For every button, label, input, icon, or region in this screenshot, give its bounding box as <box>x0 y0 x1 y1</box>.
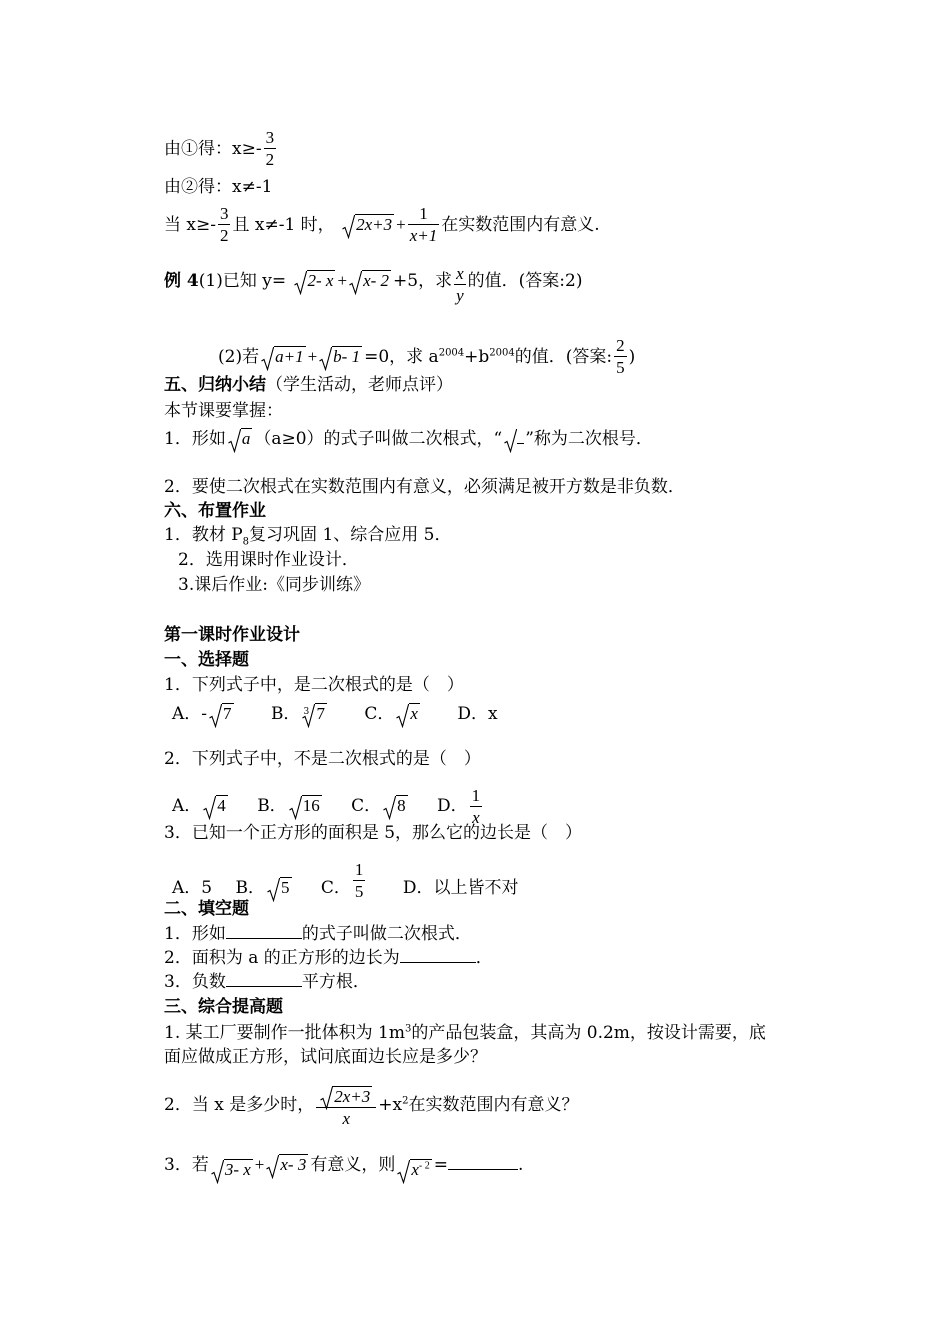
radicand: x- 3 <box>280 1155 307 1174</box>
comprehensive-question-3 <box>164 1153 524 1179</box>
summary-intro: 本节课要掌握： <box>164 401 283 421</box>
plus-sign: + <box>307 347 318 366</box>
fraction <box>408 204 440 247</box>
fraction-denominator: y <box>456 286 464 305</box>
option-c: C． <box>351 796 382 816</box>
text: （a≥0）的式子叫做二次根式，“ <box>254 429 503 449</box>
fraction-denominator: 5 <box>354 882 364 901</box>
radical-expression <box>261 346 305 368</box>
option-a: A． <box>172 796 202 816</box>
radicand <box>410 1159 431 1180</box>
fraction-numerator: 1 <box>419 204 428 223</box>
text: 且 x≠-1 时， <box>232 215 335 235</box>
derivation-line-3 <box>164 204 600 247</box>
text: 在实数范围内有意义. <box>441 215 600 235</box>
heading-note: （学生活动，老师点评） <box>266 375 453 395</box>
fill-question-2 <box>164 946 493 969</box>
radical-sign-icon <box>294 271 307 295</box>
radical-sign-icon <box>320 1086 333 1110</box>
text: 的式子叫做二次根式． <box>301 924 472 944</box>
option-b: B． <box>270 704 301 724</box>
choice-question-1: 1．下列式子中，是二次根式的是（ ） <box>164 675 464 695</box>
exponent: 2004 <box>438 347 465 359</box>
text: 平方根． <box>301 972 370 992</box>
text: 在实数范围内有意义？ <box>408 1095 579 1115</box>
exponent: 2004 <box>489 347 515 359</box>
radical-expression <box>294 270 336 292</box>
radical-expression <box>397 1159 431 1181</box>
option-d: D．x <box>457 704 498 724</box>
radical-expression <box>396 703 420 725</box>
radical-sign-icon <box>228 429 241 453</box>
radicand: 7 <box>316 704 325 723</box>
radicand: 4 <box>217 796 226 815</box>
radical-expression <box>203 795 228 817</box>
radical-sign-icon <box>397 1160 410 1184</box>
text: 的值．(答案:2) <box>467 271 583 291</box>
fraction-denominator: x+1 <box>409 226 438 245</box>
comprehensive-question-1-line-2: 面应做成正方形，试问底面边长应是多少？ <box>164 1047 487 1067</box>
radical-expression <box>383 795 408 817</box>
radical-sign-icon <box>349 271 362 295</box>
text: 的产品包装盒，其高为 0.2m，按设计需要，底 <box>411 1023 766 1043</box>
fraction-numerator: 3 <box>219 204 229 223</box>
text: (1)已知 y= <box>198 271 287 291</box>
answer-blank <box>226 970 302 987</box>
radicand: 5 <box>281 878 290 897</box>
summary-item-1 <box>164 428 653 450</box>
text: 有意义，则 <box>310 1155 396 1175</box>
radical-sign-icon <box>211 1160 224 1184</box>
fraction-denominator: x <box>470 806 483 829</box>
option-b: B． <box>257 796 287 816</box>
radical-expression <box>320 1086 372 1107</box>
choice-question-1-options <box>172 703 498 725</box>
text: 1．形如 <box>164 924 226 944</box>
fraction <box>353 860 366 903</box>
radicand: 2- x <box>307 271 334 290</box>
subscript: 8 <box>242 536 250 548</box>
exponent: 3 <box>404 1023 412 1035</box>
radical-sign-icon <box>289 796 302 820</box>
radicand: 16 <box>302 796 320 815</box>
text: ． <box>475 948 493 968</box>
section-comprehensive-heading: 三、综合提高题 <box>164 997 283 1017</box>
fraction-numerator: 2 <box>616 336 625 355</box>
radicand: 3- x <box>224 1160 251 1179</box>
radical-expression <box>289 795 322 817</box>
radicand: a+1 <box>275 347 304 366</box>
radicand: x- 2 <box>363 271 390 290</box>
plus-sign: + <box>254 1155 265 1174</box>
text: 的值．(答案: <box>514 347 613 367</box>
radical-expression <box>342 214 394 236</box>
text: +5，求 <box>393 271 453 291</box>
fraction <box>316 1086 376 1130</box>
radical-sign-icon <box>261 347 274 371</box>
fraction <box>218 204 231 247</box>
radical-sign-icon <box>504 429 517 453</box>
example-4-part-2 <box>218 336 635 379</box>
radicand: 2x+3 <box>356 215 393 234</box>
homework-item-3: 3.课后作业:《同步训练》 <box>178 575 370 595</box>
fraction <box>614 336 627 379</box>
option-d: D． <box>437 796 468 816</box>
radicand: 2x+3 <box>334 1087 371 1106</box>
comprehensive-question-1-line-1 <box>164 1022 766 1044</box>
text: 当 x≥- <box>164 215 216 235</box>
fill-question-3 <box>164 970 370 993</box>
text: . <box>518 1155 524 1175</box>
exercise-title: 第一课时作业设计 <box>164 625 300 645</box>
option-c: C． <box>364 704 395 724</box>
text: +b <box>464 347 490 367</box>
radical-expression <box>319 346 362 368</box>
text: 由①得：x≥- <box>164 139 262 159</box>
text: 2．面积为 a 的正方形的边长为 <box>164 948 400 968</box>
summary-heading <box>164 374 453 396</box>
radical-index: 3 <box>303 707 310 717</box>
fraction-numerator: 1 <box>354 860 364 879</box>
answer-blank <box>226 922 302 939</box>
homework-item-1 <box>164 524 452 546</box>
radical-sign-icon <box>267 878 280 902</box>
radical-sign-icon <box>342 215 355 239</box>
radical-expression <box>349 270 391 292</box>
fraction-numerator: x <box>456 264 464 283</box>
radical-expression <box>211 1159 253 1181</box>
radical-sign-icon <box>383 796 396 820</box>
radicand-base: x <box>411 1160 419 1179</box>
radicand: 8 <box>397 796 406 815</box>
section-heading: 五、归纳小结 <box>164 375 266 395</box>
text: 1．形如 <box>164 429 226 449</box>
radicand: 7 <box>223 704 232 723</box>
comprehensive-question-2 <box>164 1086 578 1130</box>
text: ”称为二次根号． <box>525 429 653 449</box>
answer-blank <box>448 1153 518 1170</box>
homework-item-2: 2．选用课时作业设计． <box>178 550 359 570</box>
section-choice-heading: 一、选择题 <box>164 650 249 670</box>
radical-expression <box>228 428 253 450</box>
radical-expression <box>302 703 327 725</box>
fraction-numerator: 1 <box>471 786 481 805</box>
option-b: B． <box>235 878 265 898</box>
radicand: b- 1 <box>333 347 361 366</box>
choice-question-3: 3．已知一个正方形的面积是 5，那么它的边长是（ ） <box>164 823 583 843</box>
radical-expression <box>267 877 292 899</box>
answer-blank <box>400 946 476 963</box>
text: =0，求 a <box>364 347 439 367</box>
example-label: 例 4 <box>164 271 199 291</box>
radical-sign-symbol <box>504 428 523 450</box>
exponent: - 2 <box>418 1160 430 1172</box>
text: 3．若 <box>164 1155 209 1175</box>
text: 1．教材 P <box>164 525 243 545</box>
text: +x <box>378 1095 403 1115</box>
derivation-line-1 <box>164 128 278 171</box>
fraction-denominator: 5 <box>616 358 625 377</box>
text: 3．负数 <box>164 972 226 992</box>
example-4-part-1 <box>164 264 582 307</box>
homework-heading: 六、布置作业 <box>164 501 266 521</box>
radicand: a <box>241 429 251 448</box>
radical-sign-icon <box>203 796 216 820</box>
section-fill-heading: 二、填空题 <box>164 899 249 919</box>
exponent: 2 <box>402 1095 409 1107</box>
plus-sign: + <box>396 215 406 234</box>
option-a: A．- <box>172 704 208 724</box>
fill-question-1 <box>164 922 472 945</box>
fraction <box>264 128 277 171</box>
radicand: x <box>410 704 418 723</box>
summary-item-2: 2．要使二次根式在实数范围内有意义，必须满足被开方数是非负数． <box>164 477 685 497</box>
radical-sign-icon <box>302 704 315 728</box>
option-c: C． <box>320 878 351 898</box>
choice-question-3-options <box>172 860 518 903</box>
fraction-denominator: 2 <box>265 150 275 169</box>
text: 1. 某工厂要制作一批体积为 1m <box>164 1023 405 1043</box>
text: 复习巩固 1、综合应用 5． <box>249 525 452 545</box>
fraction-numerator <box>316 1086 376 1107</box>
radical-sign-icon <box>209 704 222 728</box>
text: (2)若 <box>218 347 260 367</box>
text: ) <box>628 347 636 367</box>
radical-expression <box>266 1154 308 1176</box>
option-d: D．以上皆不对 <box>402 878 519 898</box>
radical-sign-icon <box>319 347 332 371</box>
derivation-line-2: 由②得：x≠-1 <box>164 177 273 197</box>
fraction <box>454 264 466 307</box>
text: = <box>433 1155 448 1175</box>
fraction-denominator: 2 <box>219 226 229 245</box>
text: 2．当 x 是多少时， <box>164 1095 315 1115</box>
radical-sign-icon <box>266 1155 279 1179</box>
choice-question-2: 2．下列式子中，不是二次根式的是（ ） <box>164 749 481 769</box>
option-a: A．5 <box>172 878 213 898</box>
plus-sign: + <box>337 271 348 290</box>
fraction-numerator: 3 <box>265 128 275 147</box>
radical-expression <box>209 703 234 725</box>
fraction-denominator: x <box>316 1107 376 1130</box>
radical-sign-icon <box>396 704 409 728</box>
